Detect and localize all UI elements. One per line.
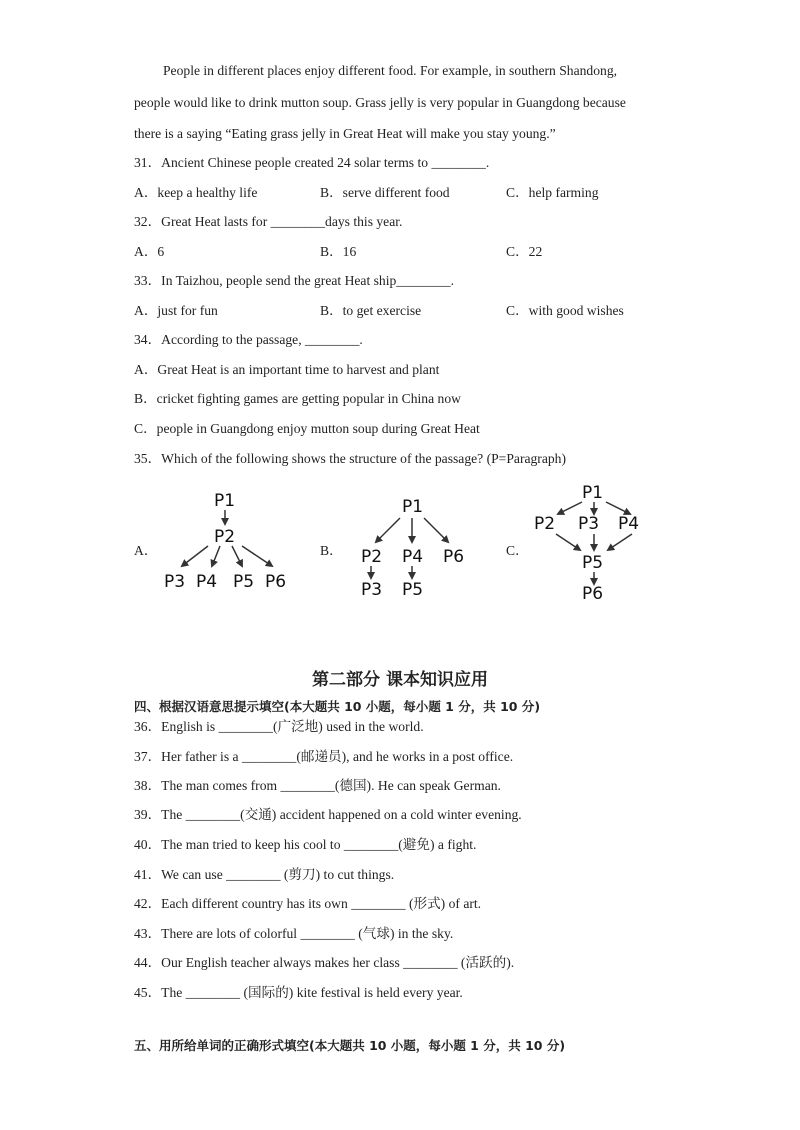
diagram-c-p4: P4 <box>618 514 640 534</box>
diagram-b-arrow <box>424 518 448 542</box>
diagram-c[interactable] <box>534 483 639 604</box>
question-33-option-b[interactable]: B．to get exercise <box>320 303 422 318</box>
question-31-option-c[interactable]: C．help farming <box>506 185 599 200</box>
diagram-c-arrow <box>606 502 630 514</box>
question-35-stem: 35．Which of the following shows the structure of the passage? (P=Paragraph) <box>134 451 566 466</box>
diagram-a-arrow <box>242 546 272 566</box>
diagram-c-p5: P5 <box>582 553 604 573</box>
section5-heading: 五、用所给单词的正确形式填空(本大题共 10 小题，每小题 1 分，共 10 分) <box>134 1038 566 1053</box>
question-32-option-b[interactable]: B．16 <box>320 244 357 259</box>
diagram-b-p6: P6 <box>443 547 465 567</box>
diagram-b[interactable] <box>361 497 464 600</box>
diagram-b-p2: P2 <box>361 547 383 567</box>
fill-item-38: 38．The man comes from ________(德国). He can speak German. <box>134 778 501 793</box>
fill-item-36: 36．English is ________(广泛地) used in the world. <box>134 719 424 734</box>
passage-line-2: people would like to drink mutton soup. Grass jelly is very popular in Guangdong because <box>134 95 626 110</box>
diagram-b-arrow <box>376 518 400 542</box>
question-35-option-c-label[interactable]: C． <box>506 543 529 558</box>
question-34-option-a[interactable]: A．Great Heat is an important time to harvest and plant <box>134 362 440 377</box>
diagram-a-p1: P1 <box>214 491 236 511</box>
part2-title: 第二部分 课本知识应用 <box>312 670 488 690</box>
question-35-option-b-label[interactable]: B． <box>320 543 343 558</box>
question-33-stem: 33．In Taizhou, people send the great Heat ship________. <box>134 273 455 288</box>
fill-item-37: 37．Her father is a ________(邮递员), and he works in a post office. <box>134 749 514 764</box>
diagram-c-p3: P3 <box>578 514 600 534</box>
diagram-b-p1: P1 <box>402 497 424 517</box>
fill-item-41: 41．We can use ________ (剪刀) to cut things. <box>134 867 395 882</box>
diagram-b-p3: P3 <box>361 580 383 600</box>
question-31-option-a[interactable]: A．keep a healthy life <box>134 185 258 200</box>
diagram-a-p2: P2 <box>214 527 236 547</box>
fill-item-42: 42．Each different country has its own ________ (形式) of art. <box>134 896 482 911</box>
structure-diagrams <box>0 480 800 640</box>
diagram-c-p1: P1 <box>582 483 604 503</box>
passage-line-1: People in different places enjoy different food. For example, in southern Shandong, <box>163 63 618 78</box>
diagram-a-p5: P5 <box>233 572 255 592</box>
fill-item-40: 40．The man tried to keep his cool to ________(避免) a fight. <box>134 837 477 852</box>
diagram-a[interactable] <box>164 491 286 592</box>
question-34-stem: 34．According to the passage, ________. <box>134 332 363 347</box>
diagram-c-p2: P2 <box>534 514 556 534</box>
diagram-a-p6: P6 <box>265 572 287 592</box>
diagram-a-arrow <box>232 546 242 566</box>
diagram-b-p4: P4 <box>402 547 424 567</box>
question-31-option-b[interactable]: B．serve different food <box>320 185 450 200</box>
diagram-c-arrow <box>558 502 582 514</box>
diagram-b-p5: P5 <box>402 580 424 600</box>
question-32-option-a[interactable]: A．6 <box>134 244 165 259</box>
question-31-stem: 31．Ancient Chinese people created 24 solar terms to ________. <box>134 155 490 170</box>
diagram-c-arrow <box>608 534 632 550</box>
diagram-a-arrow <box>182 546 208 566</box>
diagram-a-p4: P4 <box>196 572 218 592</box>
question-32-stem: 32．Great Heat lasts for ________days this year. <box>134 214 403 229</box>
fill-item-45: 45．The ________ (国际的) kite festival is held every year. <box>134 985 463 1000</box>
diagram-a-p3: P3 <box>164 572 186 592</box>
fill-item-43: 43．There are lots of colorful ________ (气球) in the sky. <box>134 926 454 941</box>
diagram-a-arrow <box>212 546 220 566</box>
fill-item-44: 44．Our English teacher always makes her class ________ (活跃的). <box>134 955 515 970</box>
fill-item-39: 39．The ________(交通) accident happened on a cold winter evening. <box>134 807 522 822</box>
diagram-c-arrow <box>556 534 580 550</box>
question-34-option-b[interactable]: B．cricket fighting games are getting popular in China now <box>134 391 461 406</box>
question-33-option-c[interactable]: C．with good wishes <box>506 303 624 318</box>
passage-line-3: there is a saying “Eating grass jelly in Great Heat will make you stay young.” <box>134 126 556 141</box>
diagram-c-p6: P6 <box>582 584 604 604</box>
question-35-option-a-label[interactable]: A． <box>134 543 158 558</box>
question-32-option-c[interactable]: C．22 <box>506 244 543 259</box>
section4-heading: 四、根据汉语意思提示填空(本大题共 10 小题，每小题 1 分，共 10 分) <box>134 699 541 714</box>
question-33-option-a[interactable]: A．just for fun <box>134 303 218 318</box>
question-34-option-c[interactable]: C．people in Guangdong enjoy mutton soup during Great Heat <box>134 421 480 436</box>
